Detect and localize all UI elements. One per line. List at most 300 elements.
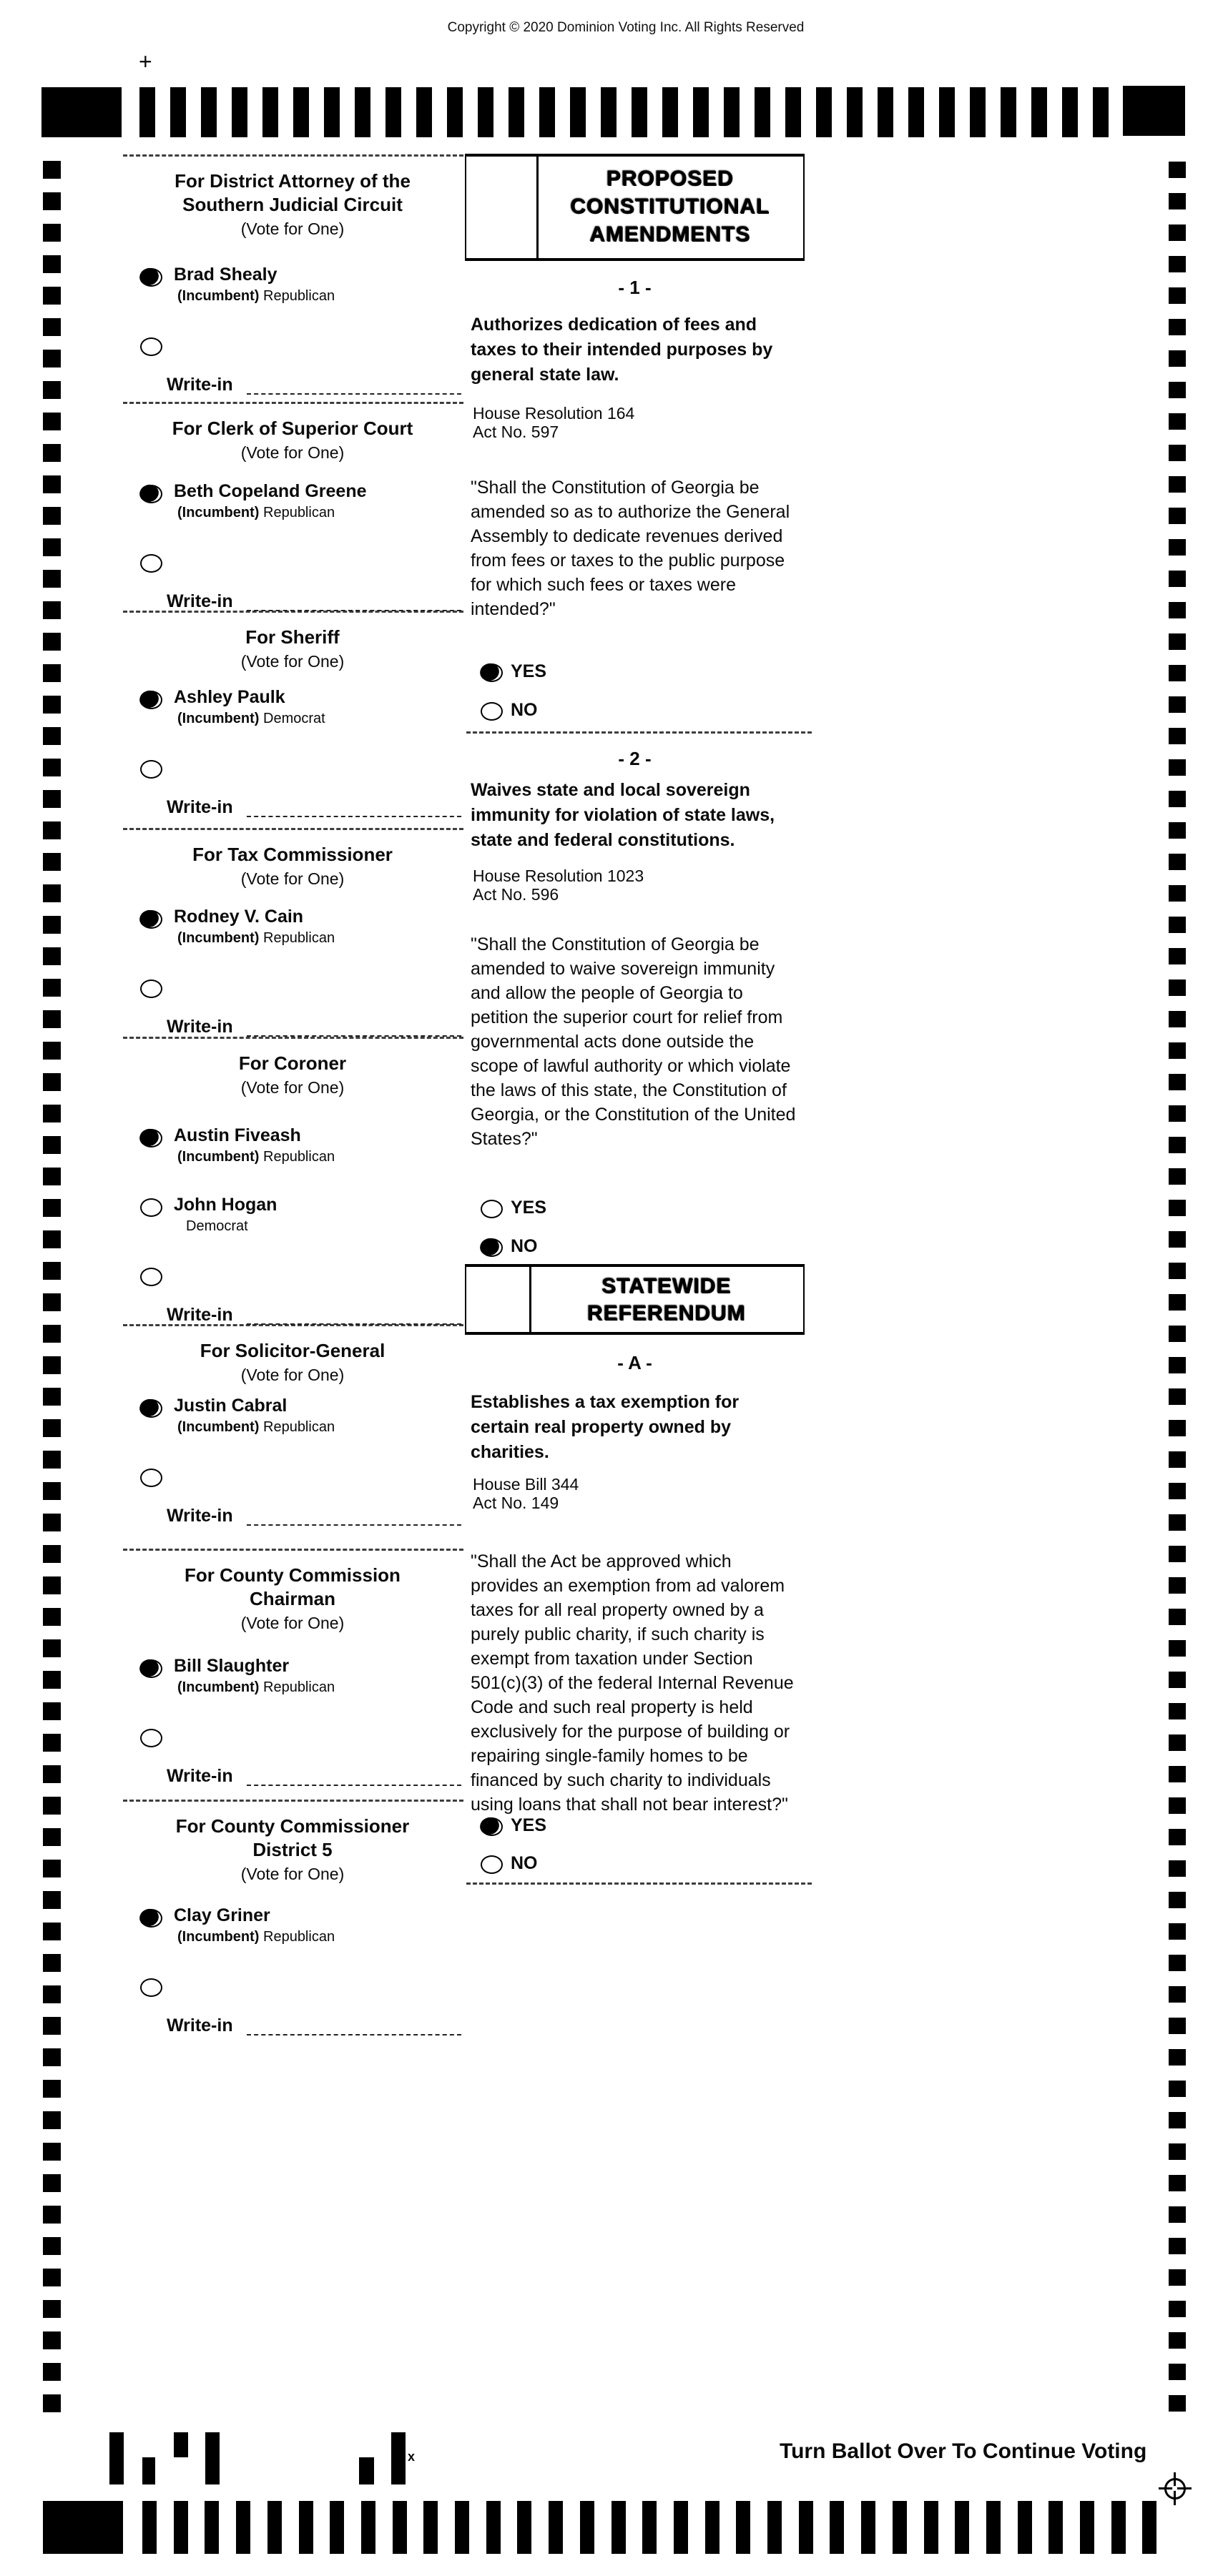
no-bubble-empty[interactable]	[481, 1855, 503, 1874]
measure-separator-line	[466, 731, 812, 734]
timing-mark-left	[43, 381, 61, 399]
candidate-bubble-empty[interactable]	[140, 1198, 162, 1217]
write-in-line[interactable]	[247, 2034, 461, 2035]
timing-mark-top	[570, 87, 586, 137]
timing-mark-right	[1169, 350, 1186, 367]
timing-mark-right	[1169, 602, 1186, 618]
no-bubble-filled[interactable]	[481, 1238, 503, 1257]
timing-mark-top	[1031, 87, 1047, 137]
contest-separator-line	[123, 154, 463, 157]
contest-title: For County Commissioner	[175, 1815, 410, 1837]
timing-mark-left	[43, 1042, 61, 1060]
timing-mark-left	[43, 1325, 61, 1343]
timing-mark-left	[43, 2394, 61, 2412]
contest-title: For County Commission	[185, 1564, 401, 1586]
timing-mark-bottom	[142, 2501, 157, 2554]
timing-mark-left	[43, 1923, 61, 1940]
timing-mark-right	[1169, 1420, 1186, 1436]
measure-question-line: scope of lawful authority or which violate	[471, 1056, 791, 1076]
timing-mark-left	[43, 1734, 61, 1752]
timing-mark-right	[1169, 854, 1186, 870]
timing-mark-bottom	[830, 2501, 844, 2554]
timing-mark-right	[1169, 2143, 1186, 2160]
measure-question-line: governmental acts done outside the	[471, 1032, 755, 1052]
timing-mark-bottom	[1048, 2501, 1063, 2554]
timing-mark-bottom	[1018, 2501, 1032, 2554]
measure-question-line: from fees or taxes to the public purpose	[471, 551, 785, 571]
timing-mark-bottom	[174, 2501, 188, 2554]
write-in-bubble-empty[interactable]	[140, 1469, 162, 1487]
timing-mark-left	[43, 413, 61, 430]
write-in-bubble-empty[interactable]	[140, 337, 162, 356]
timing-mark-right	[1169, 2269, 1186, 2286]
measure-citation-line: Act No. 149	[473, 1494, 559, 1512]
timing-mark-left	[43, 1671, 61, 1689]
timing-mark-right	[1169, 917, 1186, 933]
timing-mark-left	[43, 1576, 61, 1594]
timing-mark-top	[1093, 87, 1109, 137]
write-in-bubble-empty[interactable]	[140, 1978, 162, 1997]
timing-mark-left	[43, 1954, 61, 1972]
timing-mark-left	[43, 601, 61, 619]
candidate-bubble-filled[interactable]	[140, 1129, 162, 1148]
timing-mark-right	[1169, 1326, 1186, 1342]
write-in-bubble-empty[interactable]	[140, 554, 162, 573]
timing-mark-right	[1169, 1860, 1186, 1877]
vote-for-instruction: (Vote for One)	[240, 219, 345, 238]
measure-question-line: "Shall the Act be approved which	[471, 1551, 732, 1571]
timing-mark-bottom	[423, 2501, 438, 2554]
timing-mark-left	[43, 664, 61, 682]
measure-question-line: intended?"	[471, 599, 556, 619]
timing-mark-top	[170, 87, 186, 137]
contest-separator-line	[123, 1549, 463, 1551]
measure-question-line: provides an exemption from ad valorem	[471, 1576, 785, 1596]
measure-citation-line: House Bill 344	[473, 1475, 579, 1494]
measure-summary-line: immunity for violation of state laws,	[471, 805, 775, 825]
timing-mark-left	[43, 759, 61, 776]
timing-mark-right	[1169, 1955, 1186, 1971]
timing-mark-left	[43, 2048, 61, 2066]
timing-mark-right	[1169, 1829, 1186, 1845]
timing-mark-right	[1169, 1577, 1186, 1594]
contest-separator-line	[123, 828, 463, 830]
vote-for-instruction: (Vote for One)	[240, 443, 345, 462]
timing-mark-top	[632, 87, 647, 137]
measure-number: - 2 -	[618, 748, 652, 769]
write-in-line[interactable]	[247, 1524, 461, 1526]
timing-mark-top	[939, 87, 955, 137]
timing-mark-left	[43, 161, 61, 179]
timing-mark-left	[43, 2080, 61, 2098]
timing-mark-top	[724, 87, 740, 137]
candidate-name: Ashley Paulk	[174, 687, 285, 707]
timing-mark-right	[1169, 2081, 1186, 2097]
small-x-mark: x	[408, 2449, 416, 2464]
timing-mark-left	[43, 1199, 61, 1217]
measure-question-line: and allow the people of Georgia to	[471, 983, 743, 1003]
timing-mark-left	[43, 1514, 61, 1531]
timing-mark-left	[43, 979, 61, 997]
measure-question-line: Georgia, or the Constitution of the United	[471, 1105, 796, 1125]
timing-mark-left	[43, 2143, 61, 2161]
measure-summary-line: Waives state and local sovereign	[471, 780, 750, 800]
write-in-bubble-empty[interactable]	[140, 1729, 162, 1747]
timing-mark-right	[1169, 822, 1186, 839]
timing-mark-right	[1169, 162, 1186, 178]
timing-mark-left	[43, 1073, 61, 1091]
timing-mark-right	[1169, 1105, 1186, 1122]
contest-title: For Clerk of Superior Court	[172, 418, 413, 439]
timing-mark-left	[43, 916, 61, 934]
timing-mark-bottom	[236, 2501, 250, 2554]
timing-mark-left	[43, 1388, 61, 1406]
timing-mark-left	[43, 1702, 61, 1720]
timing-mark-bottom	[205, 2501, 219, 2554]
measure-question-line: purely public charity, if such charity is	[471, 1624, 765, 1644]
timing-mark-bottom	[549, 2501, 563, 2554]
timing-mark-bottom	[393, 2501, 407, 2554]
timing-mark-left	[43, 1828, 61, 1846]
timing-mark-bottom	[299, 2501, 313, 2554]
timing-mark-right	[1169, 696, 1186, 713]
measure-summary-line: Authorizes dedication of fees and	[471, 315, 757, 335]
measure-question-line: amended to waive sovereign immunity	[471, 959, 775, 979]
candidate-party: (Incumbent) Democrat	[177, 711, 325, 726]
timing-mark-bottom	[612, 2501, 626, 2554]
timing-mark-top	[755, 87, 770, 137]
timing-mark-right	[1169, 1672, 1186, 1688]
timing-mark-bottom	[955, 2501, 969, 2554]
timing-mark-left	[43, 2237, 61, 2255]
no-label: NO	[511, 1236, 538, 1256]
write-in-bubble-empty[interactable]	[140, 1268, 162, 1286]
timing-mark-left	[43, 475, 61, 493]
measure-summary-line: charities.	[471, 1442, 549, 1462]
timing-mark-top	[1062, 87, 1078, 137]
timing-mark-left	[43, 507, 61, 525]
timing-mark-top	[324, 87, 340, 137]
write-in-label: Write-in	[167, 1506, 233, 1526]
timing-mark-right	[1169, 885, 1186, 902]
timing-mark-right	[1169, 287, 1186, 304]
timing-mark-left	[43, 255, 61, 273]
candidate-name: Brad Shealy	[174, 265, 277, 285]
timing-mark-right	[1169, 979, 1186, 996]
barcode-bar	[359, 2457, 374, 2484]
candidate-bubble-filled[interactable]	[140, 1659, 162, 1678]
timing-mark-right	[1169, 1074, 1186, 1090]
timing-mark-left	[43, 538, 61, 556]
measure-summary-line: state and federal constitutions.	[471, 830, 735, 850]
timing-mark-right	[1169, 1294, 1186, 1311]
timing-mark-bottom	[642, 2501, 657, 2554]
timing-mark-left	[43, 350, 61, 367]
write-in-label: Write-in	[167, 591, 233, 611]
no-label: NO	[511, 1853, 538, 1873]
candidate-party: (Incumbent) Republican	[177, 1929, 335, 1945]
timing-mark-right	[1169, 2049, 1186, 2066]
timing-mark-left	[43, 1136, 61, 1154]
timing-mark-left	[43, 1356, 61, 1374]
yes-bubble-empty[interactable]	[481, 1200, 503, 1218]
timing-mark-right	[1169, 476, 1186, 493]
timing-mark-left	[43, 1985, 61, 2003]
timing-mark-left	[43, 853, 61, 871]
timing-mark-left	[43, 2174, 61, 2192]
timing-mark-top	[847, 87, 863, 137]
measure-number: - 1 -	[618, 277, 652, 298]
yes-bubble-filled[interactable]	[481, 1817, 503, 1836]
write-in-label: Write-in	[167, 1305, 233, 1325]
measure-question-line: petition the superior court for relief from	[471, 1007, 783, 1027]
timing-mark-left	[43, 2331, 61, 2349]
timing-mark-right	[1169, 759, 1186, 776]
plus-alignment-mark: +	[139, 49, 152, 74]
timing-mark-right	[1169, 1451, 1186, 1468]
candidate-party: Democrat	[186, 1218, 248, 1234]
barcode-bar	[205, 2432, 220, 2484]
write-in-bubble-empty[interactable]	[140, 760, 162, 779]
measure-summary-line: taxes to their intended purposes by	[471, 340, 773, 360]
yes-label: YES	[511, 1198, 547, 1218]
timing-mark-right	[1169, 2364, 1186, 2380]
timing-mark-left	[43, 1419, 61, 1437]
timing-mark-bottom	[705, 2501, 719, 2554]
timing-mark-right	[1169, 1923, 1186, 1940]
candidate-name: Clay Griner	[174, 1905, 270, 1925]
timing-mark-left	[43, 192, 61, 210]
timing-mark-left	[43, 1608, 61, 1626]
timing-mark-right	[1169, 1231, 1186, 1248]
timing-mark-right	[1169, 2018, 1186, 2034]
timing-mark-bottom	[986, 2501, 1001, 2554]
candidate-bubble-filled[interactable]	[140, 485, 162, 503]
timing-mark-top	[601, 87, 617, 137]
timing-mark-left	[43, 1891, 61, 1909]
measure-question-line: Code and such real property is held	[471, 1697, 753, 1717]
timing-mark-right	[1169, 1546, 1186, 1562]
timing-mark-right	[1169, 382, 1186, 398]
timing-mark-left	[43, 1797, 61, 1815]
write-in-line[interactable]	[247, 393, 461, 395]
candidate-party: (Incumbent) Republican	[177, 505, 335, 520]
timing-mark-right	[1169, 2301, 1186, 2317]
candidate-name: Rodney V. Cain	[174, 907, 304, 927]
candidate-bubble-filled[interactable]	[140, 268, 162, 287]
timing-mark-bottom	[486, 2501, 501, 2554]
timing-mark-top	[878, 87, 893, 137]
timing-mark-left	[43, 1262, 61, 1280]
contest-title: Southern Judicial Circuit	[182, 194, 403, 215]
section-header-text: PROPOSED	[606, 167, 734, 190]
timing-mark-left	[43, 1010, 61, 1028]
timing-mark-left	[43, 1230, 61, 1248]
timing-mark-bottom	[330, 2501, 344, 2554]
timing-mark-right	[1169, 1986, 1186, 2003]
timing-mark-left	[43, 1545, 61, 1563]
vote-for-instruction: (Vote for One)	[240, 652, 345, 671]
candidate-bubble-filled[interactable]	[140, 1399, 162, 1418]
contest-title: For Tax Commissioner	[192, 844, 393, 865]
timing-mark-right	[1169, 665, 1186, 681]
timing-mark-top	[232, 87, 247, 137]
write-in-bubble-empty[interactable]	[140, 979, 162, 998]
timing-mark-left	[43, 2300, 61, 2318]
write-in-label: Write-in	[167, 1766, 233, 1786]
measure-citation-line: Act No. 596	[473, 885, 559, 904]
candidate-bubble-filled[interactable]	[140, 910, 162, 929]
timing-mark-right	[1169, 2238, 1186, 2254]
vote-for-instruction: (Vote for One)	[240, 1865, 345, 1883]
timing-mark-right	[1169, 1042, 1186, 1059]
measure-question-line: 501(c)(3) of the federal Internal Revenue	[471, 1673, 794, 1693]
timing-mark-right	[1169, 319, 1186, 335]
timing-mark-right	[1169, 445, 1186, 461]
measure-summary-line: general state law.	[471, 365, 619, 385]
candidate-party: (Incumbent) Republican	[177, 1149, 335, 1165]
timing-mark-right	[1169, 539, 1186, 556]
timing-mark-right	[1169, 1703, 1186, 1719]
barcode-bar	[109, 2432, 124, 2484]
contest-separator-line	[123, 1324, 463, 1326]
timing-mark-left	[43, 1293, 61, 1311]
yes-label: YES	[511, 1815, 547, 1835]
timing-mark-left	[43, 727, 61, 745]
section-header-text: STATEWIDE	[601, 1274, 732, 1298]
timing-block-top-right	[1123, 86, 1185, 136]
contest-separator-line	[123, 611, 463, 613]
timing-mark-right	[1169, 1892, 1186, 1908]
candidate-bubble-filled[interactable]	[140, 691, 162, 709]
vote-for-instruction: (Vote for One)	[240, 1366, 345, 1384]
timing-mark-top	[1001, 87, 1016, 137]
timing-mark-right	[1169, 413, 1186, 430]
timing-mark-left	[43, 2111, 61, 2129]
candidate-party: (Incumbent) Republican	[177, 288, 335, 304]
candidate-party: (Incumbent) Republican	[177, 1679, 335, 1695]
section-header-text: CONSTITUTIONAL	[570, 194, 770, 218]
timing-mark-left	[43, 884, 61, 902]
timing-mark-right	[1169, 1168, 1186, 1185]
section-header-text: REFERENDUM	[586, 1301, 746, 1325]
contest-title: District 5	[252, 1839, 333, 1860]
timing-mark-right	[1169, 1137, 1186, 1153]
measure-question-line: the laws of this state, the Constitution of	[471, 1080, 787, 1100]
barcode-bar	[174, 2432, 188, 2457]
candidate-name: John Hogan	[174, 1195, 277, 1215]
timing-mark-bottom	[580, 2501, 594, 2554]
timing-mark-right	[1169, 1011, 1186, 1027]
timing-mark-top	[355, 87, 370, 137]
timing-mark-top	[293, 87, 309, 137]
write-in-line[interactable]	[247, 816, 461, 817]
timing-mark-bottom	[799, 2501, 813, 2554]
timing-mark-left	[43, 1639, 61, 1657]
timing-mark-bottom	[674, 2501, 688, 2554]
timing-mark-top	[416, 87, 432, 137]
timing-mark-right	[1169, 948, 1186, 964]
timing-mark-left	[43, 1860, 61, 1877]
barcode-bar	[142, 2457, 155, 2484]
timing-mark-left	[43, 821, 61, 839]
timing-mark-right	[1169, 1388, 1186, 1405]
timing-mark-right	[1169, 1263, 1186, 1279]
measure-question-line: Assembly to dedicate revenues derived	[471, 526, 783, 546]
measure-question-line: exempt from taxation under Section	[471, 1649, 753, 1669]
measure-question-line: amended so as to authorize the General	[471, 502, 790, 522]
timing-mark-bottom	[736, 2501, 750, 2554]
timing-mark-right	[1169, 508, 1186, 524]
timing-mark-right	[1169, 193, 1186, 209]
measure-question-line: for which such fees or taxes were	[471, 575, 736, 595]
timing-mark-left	[43, 444, 61, 462]
section-header-text: AMENDMENTS	[589, 222, 750, 246]
timing-mark-bottom	[1111, 2501, 1126, 2554]
timing-mark-right	[1169, 1609, 1186, 1625]
timing-mark-bottom	[924, 2501, 938, 2554]
timing-mark-right	[1169, 1734, 1186, 1751]
no-bubble-empty[interactable]	[481, 702, 503, 721]
measure-citation-line: House Resolution 164	[473, 404, 635, 423]
timing-mark-right	[1169, 1357, 1186, 1373]
timing-mark-left	[43, 947, 61, 965]
timing-mark-left	[43, 570, 61, 588]
timing-mark-bottom	[1142, 2501, 1156, 2554]
contest-separator-line	[123, 1800, 463, 1802]
write-in-line[interactable]	[247, 1785, 461, 1786]
timing-mark-top	[139, 87, 155, 137]
contest-title: For Coroner	[238, 1052, 347, 1074]
yes-label: YES	[511, 661, 547, 681]
timing-mark-left	[43, 790, 61, 808]
contest-title: For Solicitor-General	[200, 1340, 385, 1361]
timing-mark-bottom	[455, 2501, 469, 2554]
timing-mark-right	[1169, 2332, 1186, 2349]
candidate-name: Austin Fiveash	[174, 1125, 301, 1145]
timing-mark-right	[1169, 1200, 1186, 1216]
candidate-party: (Incumbent) Republican	[177, 1419, 335, 1435]
timing-mark-top	[785, 87, 801, 137]
measure-question-line: repairing single-family homes to be	[471, 1746, 748, 1766]
timing-mark-bottom	[767, 2501, 782, 2554]
timing-mark-left	[43, 318, 61, 336]
contest-separator-line	[123, 1037, 463, 1039]
timing-mark-top	[662, 87, 678, 137]
timing-mark-bottom	[1080, 2501, 1094, 2554]
timing-mark-left	[43, 224, 61, 242]
measure-question-line: "Shall the Constitution of Georgia be	[471, 934, 760, 954]
timing-mark-left	[43, 1765, 61, 1783]
timing-mark-top	[478, 87, 493, 137]
contest-title: Chairman	[250, 1588, 335, 1609]
candidate-bubble-filled[interactable]	[140, 1909, 162, 1928]
timing-mark-bottom	[361, 2501, 375, 2554]
timing-mark-left	[43, 1482, 61, 1500]
registration-crosshair-icon	[1159, 2472, 1192, 2505]
timing-mark-right	[1169, 1766, 1186, 1782]
timing-mark-right	[1169, 2175, 1186, 2191]
timing-mark-bottom	[267, 2501, 282, 2554]
measure-question-line: "Shall the Constitution of Georgia be	[471, 478, 760, 498]
copyright-text: Copyright © 2020 Dominion Voting Inc. All Rights Reserved	[447, 20, 805, 35]
measure-question-line: financed by such charity to individuals	[471, 1770, 771, 1790]
measure-separator-line	[466, 1882, 812, 1885]
yes-bubble-filled[interactable]	[481, 663, 503, 682]
timing-mark-top	[262, 87, 278, 137]
timing-mark-top	[509, 87, 524, 137]
candidate-name: Justin Cabral	[174, 1396, 288, 1416]
